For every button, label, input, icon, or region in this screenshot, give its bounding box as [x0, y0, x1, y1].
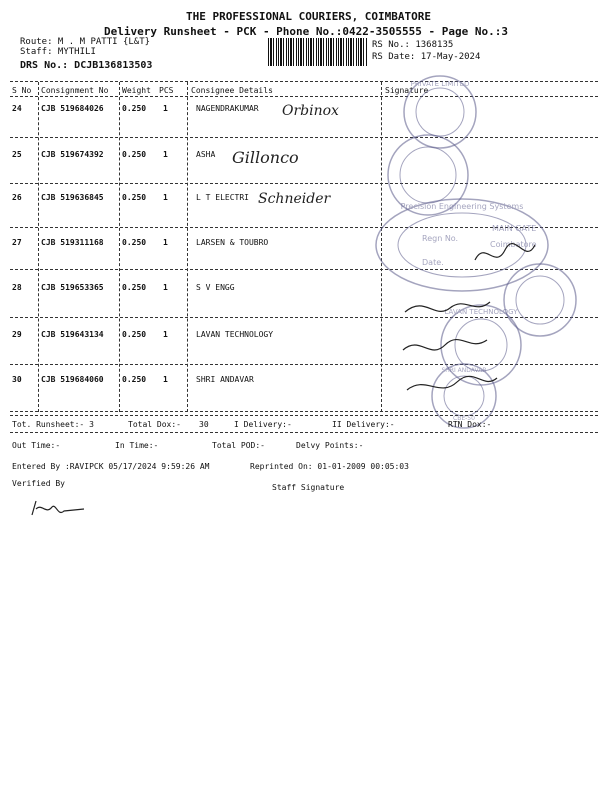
signature-row27	[470, 235, 540, 275]
row-handwriting: Schneider	[258, 191, 331, 207]
col-pcs: PCS	[159, 86, 174, 95]
verified-by: Verified By	[12, 479, 65, 488]
row-sno: 28	[12, 283, 22, 292]
row-pcs: 1	[163, 283, 168, 292]
row-consignment: CJB 519684026	[41, 104, 104, 113]
row-weight: 0.250	[122, 375, 147, 384]
barcode	[268, 38, 368, 66]
row-weight: 0.250	[122, 193, 147, 202]
col-signature: Signature	[385, 86, 429, 95]
row-consignment: CJB 519636845	[41, 193, 104, 202]
runsheet-title: Delivery Runsheet - PCK - Phone No.:0422-3505555 - Page No.:3	[104, 25, 508, 38]
total-dox-label: Total Dox:-	[128, 420, 181, 429]
stamp2-date: Date.	[422, 258, 444, 267]
col-consignee: Consignee Details	[191, 86, 273, 95]
row-sno: 24	[12, 104, 22, 113]
footer-mid-line	[10, 432, 598, 433]
row-sno: 26	[12, 193, 22, 202]
stamp2-city: Coimbatore	[490, 240, 537, 249]
row-line	[10, 411, 598, 412]
rs-number: RS No.: 1368135	[372, 40, 454, 50]
row-consignment: CJB 519653365	[41, 283, 104, 292]
col-weight: Weight	[122, 86, 151, 95]
row-weight: 0.250	[122, 150, 147, 159]
row-sno: 30	[12, 375, 22, 384]
row-sno: 27	[12, 238, 22, 247]
row-handwriting: Gillonco	[232, 148, 299, 167]
stamp3-text: LAVAN TECHNOLOGY	[444, 308, 518, 316]
table-top-line	[10, 81, 598, 82]
row-consignee: S V ENGG	[196, 283, 235, 292]
row-pcs: 1	[163, 193, 168, 202]
row-line	[10, 183, 598, 184]
row-consignment: CJB 519684060	[41, 375, 104, 384]
footer-top-line	[10, 415, 598, 416]
reprinted-on: Reprinted On: 01-01-2009 00:05:03	[250, 462, 409, 471]
verifier-signature	[28, 497, 88, 523]
row-pcs: 1	[163, 104, 168, 113]
total-dox-value: 30	[199, 420, 209, 429]
handwritten-signatures	[395, 290, 505, 410]
row-sno: 25	[12, 150, 22, 159]
row-weight: 0.250	[122, 104, 147, 113]
row-handwriting: Orbinox	[282, 103, 339, 119]
stamp1-text: PRIVATE LIMITED	[410, 80, 470, 88]
row-consignee: SHRI ANDAVAR	[196, 375, 254, 384]
stamp2-regn: Regn No.	[422, 234, 459, 243]
row-consignment: CJB 519643134	[41, 330, 104, 339]
ii-delivery: II Delivery:-	[332, 420, 395, 429]
entered-by: Entered By :RAVIPCK 05/17/2024 9:59:26 AM	[12, 462, 210, 471]
row-consignment: CJB 519674392	[41, 150, 104, 159]
row-weight: 0.250	[122, 283, 147, 292]
stamp2-text: Precision Engineering Systems	[400, 202, 524, 211]
tot-runsheet: Tot. Runsheet:- 3	[12, 420, 94, 429]
stamp4-text: SHRI ANDAVAR	[441, 367, 487, 374]
drs-number: DRS No.: DCJB136813503	[20, 60, 153, 71]
row-sno: 29	[12, 330, 22, 339]
total-pod: Total POD:-	[212, 441, 265, 450]
col-sep	[38, 82, 39, 412]
rs-date: RS Date: 17-May-2024	[372, 52, 481, 62]
col-sep	[119, 82, 120, 412]
row-consignee: LARSEN & TOUBRO	[196, 238, 269, 247]
stamp4-pin: CBE-50	[453, 415, 475, 422]
row-pcs: 1	[163, 375, 168, 384]
table-header-line	[10, 96, 598, 97]
col-consignment: Consignment No	[41, 86, 109, 95]
row-consignee: LAVAN TECHNOLOGY	[196, 330, 274, 339]
row-weight: 0.250	[122, 330, 147, 339]
staff-signature: Staff Signature	[272, 483, 345, 492]
row-consignee: NAGENDRAKUMAR	[196, 104, 259, 113]
rtn-dox: RTN Dox:-	[448, 420, 492, 429]
row-consignee: ASHA	[196, 150, 216, 159]
staff-label: Staff: MYTHILI	[20, 47, 96, 57]
in-time: In Time:-	[115, 441, 159, 450]
row-pcs: 1	[163, 330, 168, 339]
out-time: Out Time:-	[12, 441, 61, 450]
row-consignee: L T ELECTRI	[196, 193, 249, 202]
row-pcs: 1	[163, 150, 168, 159]
i-delivery: I Delivery:-	[234, 420, 292, 429]
row-weight: 0.250	[122, 238, 147, 247]
delvy-points: Delvy Points:-	[296, 441, 364, 450]
row-line	[10, 137, 598, 138]
stamp2-gate: MAIN GATE	[492, 224, 537, 233]
col-sep	[187, 82, 188, 412]
col-sno: S No	[12, 86, 32, 95]
route-label: Route: M . M PATTI {L&T}	[20, 37, 151, 47]
row-consignment: CJB 519311168	[41, 238, 104, 247]
company-name: THE PROFESSIONAL COURIERS, COIMBATORE	[186, 10, 432, 23]
row-pcs: 1	[163, 238, 168, 247]
